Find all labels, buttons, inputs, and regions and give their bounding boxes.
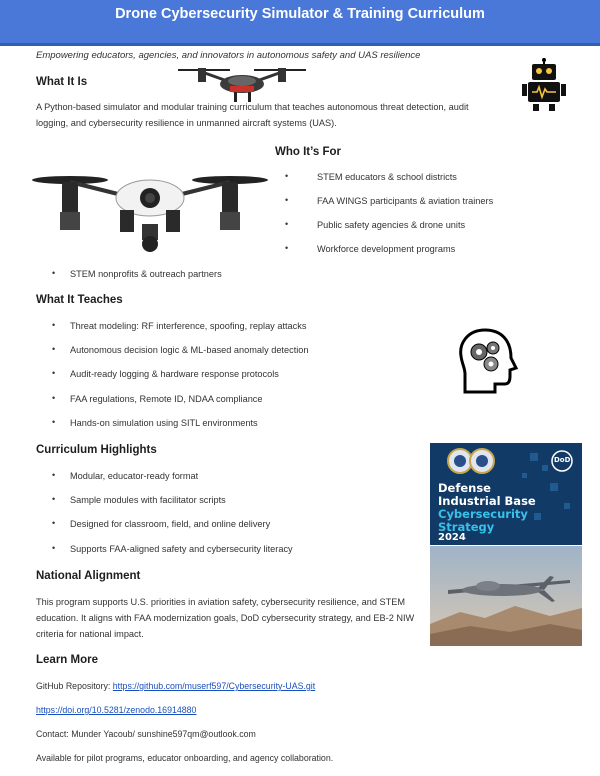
list-item: • STEM educators & school districts [285, 172, 493, 196]
drone-image-main [30, 162, 270, 258]
section-heading-national: National Alignment [36, 570, 141, 582]
list-item: • Workforce development programs [285, 244, 493, 268]
uav-photo-image [430, 546, 582, 646]
what-it-is-text: A Python-based simulator and modular training curriculum that teaches autonomous threat detection, audit logging, and cybersecurity resilience in unmanned aircraft systems (UAS). [36, 102, 469, 128]
list-item: • FAA regulations, Remote ID, NDAA compliance [34, 394, 309, 418]
poster-line2: Industrial Base [438, 494, 536, 508]
teaches-list [34, 321, 309, 442]
section-heading-who: Who It’s For [275, 146, 342, 158]
robot-icon [520, 58, 568, 112]
section-heading-teaches: What It Teaches [36, 294, 123, 306]
list-item: • Threat modeling: RF interference, spoofing, replay attacks [34, 321, 309, 345]
poster-line4: Strategy [438, 520, 495, 534]
doi-line [36, 705, 196, 715]
contact-line: Contact: Munder Yacoub/ sunshine597qm@outlook.com [36, 729, 256, 739]
list-item: • Audit-ready logging & hardware response protocols [34, 369, 309, 393]
poster-line1: Defense [438, 481, 491, 495]
uav-photo [430, 546, 582, 646]
poster-year: 2024 [438, 532, 466, 543]
list-item: • Supports FAA-aligned safety and cybersecurity literacy [34, 544, 293, 568]
audience-extra-list [34, 269, 222, 293]
availability-line: Available for pilot programs, educator onboarding, and agency collaboration. [36, 753, 334, 763]
header-banner [0, 0, 600, 46]
list-item: • Autonomous decision logic & ML-based anomaly detection [34, 345, 309, 369]
drone-image-top [172, 56, 312, 104]
section-heading-learn-more: Learn More [36, 654, 98, 666]
list-item: • Public safety agencies & drone units [285, 220, 493, 244]
poster-line3: Cybersecurity [438, 507, 528, 521]
head-gears-icon [455, 326, 525, 396]
list-item: • FAA WINGS participants & aviation trainers [285, 196, 493, 220]
curriculum-list [34, 471, 293, 568]
list-item: • Designed for classroom, field, and online delivery [34, 519, 293, 543]
list-item: • Modular, educator-ready format [34, 471, 293, 495]
national-text: This program supports U.S. priorities in aviation safety, cybersecurity resilience, and STEM education. It aligns with FAA modernization goals, DoD cybersecurity strategy, and EB-2 NIW criteria for national impact. [36, 597, 415, 639]
page-title: Drone Cybersecurity Simulator & Training Curriculum [115, 6, 485, 22]
dod-strategy-poster [430, 443, 582, 545]
list-item: • Sample modules with facilitator scripts [34, 495, 293, 519]
github-link[interactable]: https://github.com/muserf597/Cybersecurity-UAS.git [112, 681, 316, 691]
list-item: • STEM nonprofits & outreach partners [34, 269, 222, 293]
poster-badge: DoD [554, 456, 571, 464]
doi-link[interactable]: https://doi.org/10.5281/zenodo.16914880 [36, 705, 197, 715]
section-heading-what-it-is: What It Is [36, 76, 88, 88]
list-item: • Hands-on simulation using SITL environments [34, 418, 309, 442]
tagline: Empowering educators, agencies, and innovators in autonomous safety and UAS resilience [36, 50, 421, 61]
section-heading-curriculum: Curriculum Highlights [36, 444, 157, 456]
audience-list [285, 172, 493, 268]
github-label: GitHub Repository: [36, 681, 113, 691]
github-line [36, 681, 315, 691]
